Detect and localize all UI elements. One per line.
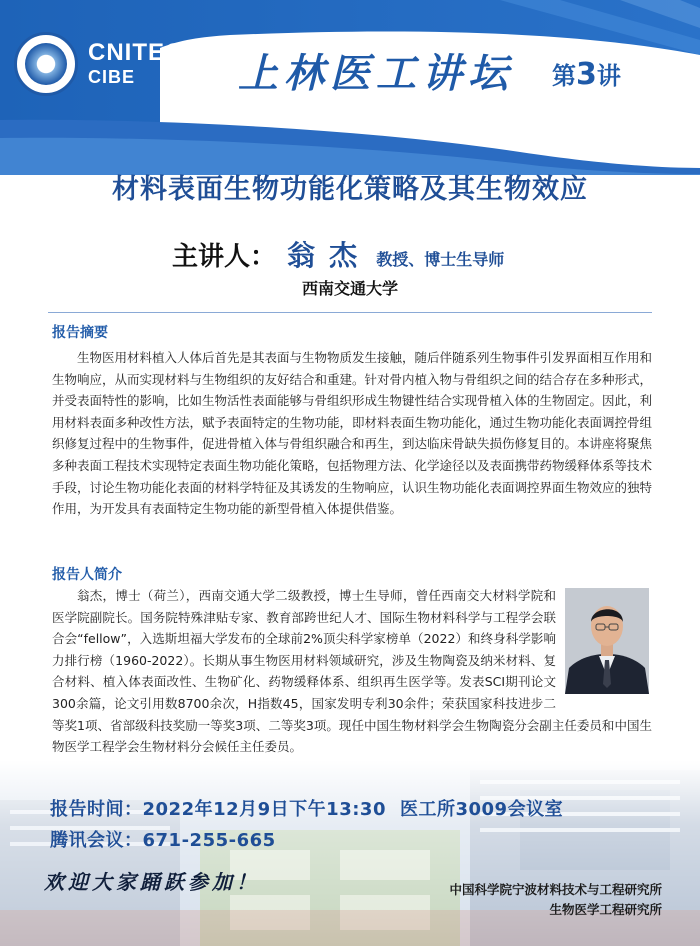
speaker-label: 主讲人： — [172, 242, 277, 272]
bio-heading: 报告人简介 — [52, 567, 122, 583]
series-number — [552, 57, 621, 92]
speaker-row — [172, 234, 504, 276]
organizer-1: 中国科学院宁波材料技术与工程研究所 — [449, 882, 662, 897]
organizer-2: 生物医学工程研究所 — [549, 902, 662, 917]
institute-logo — [14, 32, 78, 96]
speaker-titles: 教授、博士生导师 — [376, 250, 505, 269]
header-banner — [0, 0, 700, 175]
series-num: 3 — [576, 57, 597, 92]
campus-illustration — [0, 760, 700, 946]
bio-body: 翁杰，博士（荷兰），西南交通大学二级教授，博士生导师，曾任西南交大材料学院和医学院副院长。国务院特殊津贴专家、教育部跨世纪人才、国际生物材料科学与工程学会联合会“fellow”，入选斯坦福大学发布的全球前2%顶尖科学家榜单（2022）和终身科学影响力排行榜（1960-2022）。长期从事生物医用材料领域研究，涉及生物陶瓷及纳米材料、复合材料、植入体表面改性、生物矿化、药物缓释体系、组织再生医学等。发表SCI期刊论文300余篇，论文引用数8700余次，H指数45，国家发明专利30余件；荣获国家科技进步二等奖1项、省部级科技奖励一等奖3项、二等奖3项。现任中国生物材料学会生物陶瓷分会副主任委员和中国生物医学工程学会生物材料分会候任主任委员。 — [52, 588, 652, 755]
divider — [48, 312, 652, 313]
abstract-heading: 报告摘要 — [52, 325, 108, 341]
series-suffix: 讲 — [596, 62, 621, 90]
venue: 医工所3009会议室 — [399, 799, 564, 820]
series-prefix: 第 — [552, 62, 576, 90]
brand-block — [88, 40, 202, 88]
speaker-affiliation: 西南交通大学 — [301, 279, 398, 298]
meeting-label: 腾讯会议： — [50, 830, 143, 851]
portrait-icon — [565, 588, 649, 694]
speaker-photo — [565, 588, 649, 694]
campus-background — [0, 760, 700, 946]
time-label: 报告时间： — [50, 799, 143, 820]
event-time-row — [50, 795, 563, 821]
speaker-name: 翁杰 — [287, 239, 372, 272]
meeting-row — [50, 826, 276, 852]
abstract-text: 生物医用材料植入人体后首先是其表面与生物物质发生接触，随后伴随系列生物事件引发界面相互作用和生物响应，从而实现材料与生物组织的友好结合和重建。针对骨内植入物与骨组织之间的结合存在多种形式，并受表面特性的影响，比如生物活性表面能够与骨组织形成生物键性结合实现骨植入体的生物固定。因此，利用材料表面多种改性方法，赋予表面特定的生物功能，即材料表面生物功能化，通过生物功能化表面调控骨组织修复过程中的生物事件，促进骨植入体与骨组织融合和再生，到达临床骨缺失损伤修复目的。本讲座将聚焦多种表面工程技术实现特定表面生物功能化策略，包括物理方法、化学途径以及表面携带药物缓释体系等技术手段，讨论生物功能化表面的材料学特征及其诱发的生物响应，认识生物功能化表面调控界面生物效应的独特作用，为开发具有表面特定生物功能的新型骨植入体提供借鉴。 — [52, 350, 653, 517]
meeting-id[interactable]: 671-255-665 — [142, 830, 276, 851]
bio-text — [52, 585, 652, 758]
talk-title: 材料表面生物功能化策略及其生物效应 — [112, 174, 588, 205]
welcome-slogan: 欢迎大家踊跃参加！ — [44, 870, 260, 894]
brand-line2: CIBE — [88, 67, 136, 87]
series-title: 上林医工讲坛 — [238, 50, 514, 97]
brand-line1: CNITECH — [88, 39, 202, 66]
time-value: 2022年12月9日下午13:30 — [142, 799, 386, 820]
